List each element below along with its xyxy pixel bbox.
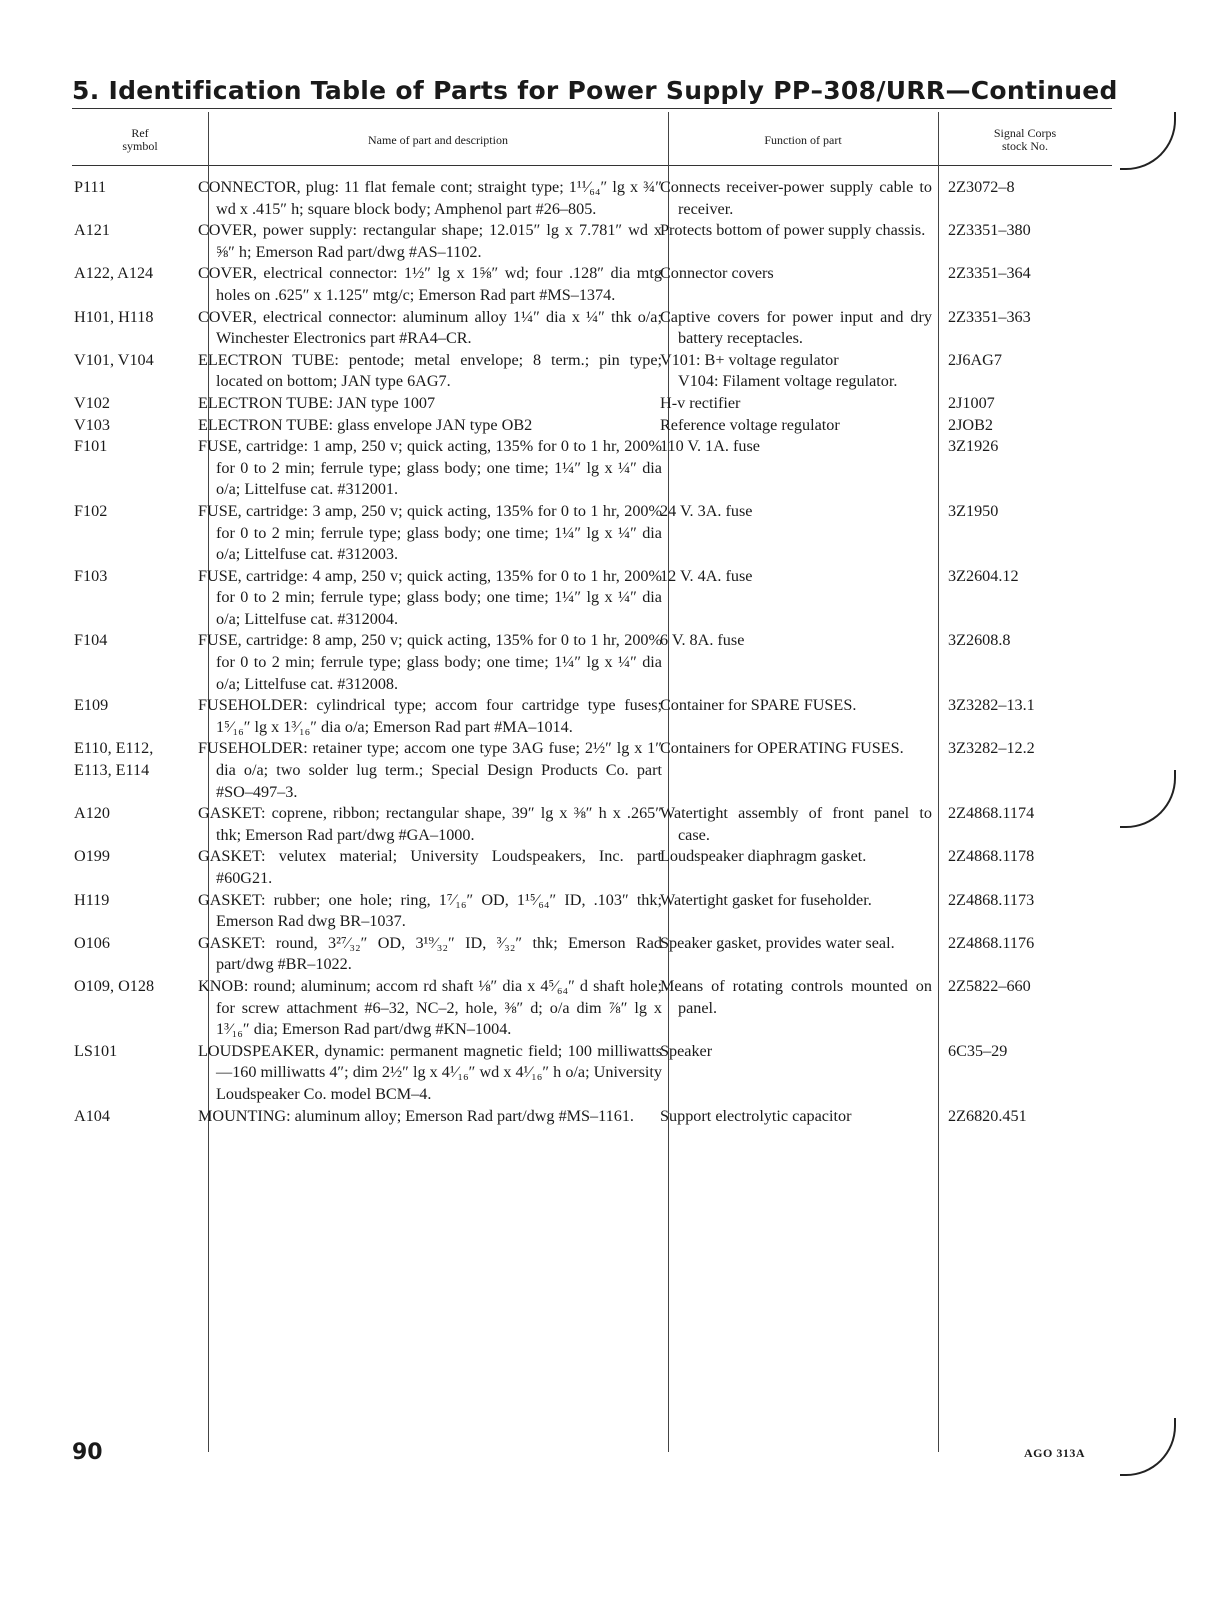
ago-number: AGO 313A (1024, 1446, 1085, 1460)
ref-symbol: O199 (74, 847, 110, 866)
table-row (72, 803, 1112, 846)
table-row (72, 933, 1112, 976)
part-description: ELECTRON TUBE: pentode; metal envelope; 8 term.; pin type; located on bottom; JAN type 6AG7. (198, 350, 662, 391)
stock-number: 2Z3351–364 (948, 264, 1031, 283)
table-row (72, 695, 1112, 738)
top-rule (72, 108, 1112, 109)
ref-symbol: F101 (74, 437, 108, 456)
part-description: GASKET: round, 3²⁷⁄₃₂″ OD, 3¹⁹⁄₃₂″ ID, ³⁄₃₂″ thk; Emerson Rad part/dwg #BR–1022. (198, 933, 662, 974)
table-row (72, 1041, 1112, 1106)
part-description: FUSE, cartridge: 1 amp, 250 v; quick acting, 135% for 0 to 1 hr, 200% for 0 to 2 min; ferrule type; glass body; one time; 1¼″ lg x ¼″ dia o/a; Littelfuse cat. #312001. (198, 437, 662, 499)
page-number: 90 (72, 1440, 103, 1465)
table-row (72, 846, 1112, 889)
stock-number: 2Z4868.1173 (948, 890, 1035, 909)
binder-hole-mark (1120, 770, 1176, 828)
stock-number: 3Z3282–13.1 (948, 696, 1035, 715)
part-function: Support electrolytic capacitor (660, 1106, 852, 1125)
column-header-ref: Ref symbol (122, 126, 158, 153)
table-row (72, 890, 1112, 933)
stock-number: 2Z4868.1174 (948, 804, 1035, 823)
part-function: Protects bottom of power supply chassis. (660, 221, 926, 240)
part-function: Captive covers for power input and dry battery receptacles. (660, 307, 932, 348)
stock-number: 2Z6820.451 (948, 1106, 1027, 1125)
part-description: FUSEHOLDER: cylindrical type; accom four cartridge type fuses; 1⁵⁄₁₆″ lg x 1³⁄₁₆″ dia o/a; Emerson Rad part #MA–1014. (198, 696, 662, 736)
stock-number: 2Z3351–380 (948, 221, 1031, 240)
ref-symbol: H101, H118 (74, 307, 154, 326)
column-header-name: Name of part and description (368, 132, 508, 147)
stock-number: 2Z3072–8 (948, 178, 1015, 196)
ref-symbol: F103 (74, 566, 108, 585)
ref-symbol: O106 (74, 933, 110, 952)
part-description: FUSE, cartridge: 3 amp, 250 v; quick acting, 135% for 0 to 1 hr, 200% for 0 to 2 min; ferrule type; glass body; one time; 1¼″ lg x ¼″ dia o/a; Littelfuse cat. #312003. (198, 501, 662, 564)
part-description: FUSEHOLDER: retainer type; accom one type 3AG fuse; 2½″ lg x 1″ dia o/a; two solder lug term.; Special Design Products Co. part #SO–497–3. (198, 739, 662, 801)
ref-symbol: E110, E112, E113, E114 (74, 739, 154, 780)
stock-number: 3Z1950 (948, 501, 999, 520)
part-function: H-v rectifier (660, 393, 741, 412)
table-row (72, 1106, 1112, 1128)
part-function: Watertight assembly of front panel to case. (660, 804, 932, 844)
table-row (72, 976, 1112, 1041)
stock-number: 3Z2608.8 (948, 631, 1011, 650)
stock-number: 2JOB2 (948, 415, 993, 434)
part-description: CONNECTOR, plug: 11 flat female cont; straight type; 1¹¹⁄₆₄″ lg x ¾″ wd x .415″ h; square block body; Amphenol part #26–805. (198, 178, 662, 218)
table-row (72, 350, 1112, 393)
table-row (72, 436, 1112, 501)
part-function: 24 V. 3A. fuse (660, 501, 753, 520)
part-description: KNOB: round; aluminum; accom rd shaft ⅛″ dia x 4⁵⁄₆₄″ d shaft hole; for screw attachment #6–32, NC–2, hole, ⅜″ d; o/a dim ⅞″ lg x 1³⁄₁₆″ dia; Emerson Rad part/dwg #KN–1004. (198, 976, 662, 1039)
ref-symbol: F102 (74, 501, 108, 520)
table-row (72, 393, 1112, 415)
table-row (72, 566, 1112, 631)
stock-number: 3Z2604.12 (948, 566, 1019, 585)
ref-symbol: V101, V104 (74, 350, 154, 369)
ref-symbol: A104 (74, 1106, 110, 1125)
part-function: 6 V. 8A. fuse (660, 631, 745, 650)
stock-number: 3Z3282–12.2 (948, 739, 1035, 758)
column-header-function: Function of part (764, 132, 842, 147)
table-row (72, 415, 1112, 437)
binder-hole-mark (1120, 1418, 1176, 1476)
table-row (72, 263, 1112, 306)
ref-symbol: F104 (74, 631, 108, 650)
part-function: Speaker gasket, provides water seal. (660, 933, 895, 952)
part-function: Watertight gasket for fuseholder. (660, 890, 872, 909)
part-description: GASKET: rubber; one hole; ring, 1⁷⁄₁₆″ OD, 1¹⁵⁄₆₄″ ID, .103″ thk; Emerson Rad dwg BR–1037. (198, 890, 662, 931)
ref-symbol: LS101 (74, 1041, 118, 1060)
part-function: 12 V. 4A. fuse (660, 566, 753, 585)
part-description: COVER, electrical connector: 1½″ lg x 1⅝″ wd; four .128″ dia mtg holes on .625″ x 1.125″ mtg/c; Emerson Rad part #MS–1374. (198, 264, 662, 304)
part-description: GASKET: coprene, ribbon; rectangular shape, 39″ lg x ⅜″ h x .265″ thk; Emerson Rad part/dwg #GA–1000. (198, 804, 662, 844)
part-description: FUSE, cartridge: 4 amp, 250 v; quick acting, 135% for 0 to 1 hr, 200% for 0 to 2 min; ferrule type; glass body; one time; 1¼″ lg x ¼″ dia o/a; Littelfuse cat. #312004. (198, 566, 662, 628)
ref-symbol: V103 (74, 415, 110, 434)
binder-hole-mark (1120, 112, 1176, 170)
stock-number: 2J6AG7 (948, 350, 1002, 369)
part-function: Reference voltage regulator (660, 415, 840, 434)
stock-number: 3Z1926 (948, 437, 999, 456)
part-function: Connector covers (660, 264, 774, 283)
table-row (72, 630, 1112, 695)
ref-symbol: A121 (74, 221, 110, 240)
table-row (72, 177, 1112, 220)
part-function: Containers for OPERATING FUSES. (660, 739, 904, 758)
ref-symbol: O109, O128 (74, 976, 155, 995)
part-description: GASKET: velutex material; University Loudspeakers, Inc. part #60G21. (198, 847, 662, 887)
ref-symbol: A122, A124 (74, 264, 154, 283)
part-description: COVER, electrical connector: aluminum alloy 1¼″ dia x ¼″ thk o/a; Winchester Electronics part #RA4–CR. (198, 307, 662, 348)
part-function: Container for SPARE FUSES. (660, 696, 857, 715)
part-function: Loudspeaker diaphragm gasket. (660, 847, 867, 866)
ref-symbol: V102 (74, 393, 110, 412)
ref-symbol: E109 (74, 696, 109, 715)
column-header-stock: Signal Corps stock No. (993, 126, 1057, 153)
table-row (72, 501, 1112, 566)
parts-table (72, 177, 1112, 1127)
part-function: Speaker (660, 1041, 713, 1060)
part-description: LOUDSPEAKER, dynamic: permanent magnetic field; 100 milliwatts—160 milliwatts 4″; dim 2½″ lg x 4¹⁄₁₆″ wd x 4¹⁄₁₆″ h o/a; University Loudspeaker Co. model BCM–4. (198, 1041, 662, 1103)
stock-number: 2Z3351–363 (948, 307, 1031, 326)
stock-number: 6C35–29 (948, 1041, 1008, 1060)
table-row (72, 738, 1112, 803)
table-row (72, 220, 1112, 263)
part-description: MOUNTING: aluminum alloy; Emerson Rad part/dwg #MS–1161. (198, 1106, 634, 1125)
stock-number: 2J1007 (948, 393, 995, 412)
stock-number: 2Z4868.1176 (948, 933, 1035, 952)
ref-symbol: H119 (74, 890, 110, 909)
ref-symbol: A120 (74, 804, 110, 823)
header-rule (72, 165, 1112, 166)
part-function: Connects receiver-power supply cable to receiver. (660, 178, 932, 218)
part-function: V101: B+ voltage regulator V104: Filament voltage regulator. (660, 350, 898, 391)
part-function: Means of rotating controls mounted on panel. (660, 976, 932, 1017)
page-title: 5. Identification Table of Parts for Power Supply PP–308/URR—Continued (72, 76, 1118, 105)
part-description: ELECTRON TUBE: JAN type 1007 (198, 393, 436, 412)
ref-symbol: P111 (74, 178, 107, 196)
part-function: 110 V. 1A. fuse (660, 437, 760, 456)
stock-number: 2Z5822–660 (948, 976, 1031, 995)
stock-number: 2Z4868.1178 (948, 847, 1035, 866)
part-description: ELECTRON TUBE: glass envelope JAN type OB2 (198, 415, 533, 434)
table-row (72, 307, 1112, 350)
part-description: FUSE, cartridge: 8 amp, 250 v; quick acting, 135% for 0 to 1 hr, 200% for 0 to 2 min; ferrule type; glass body; one time; 1¼″ lg x ¼″ dia o/a; Littelfuse cat. #312008. (198, 631, 662, 693)
part-description: COVER, power supply: rectangular shape; 12.015″ lg x 7.781″ wd x ⅝″ h; Emerson Rad part/dwg #AS–1102. (198, 221, 662, 261)
